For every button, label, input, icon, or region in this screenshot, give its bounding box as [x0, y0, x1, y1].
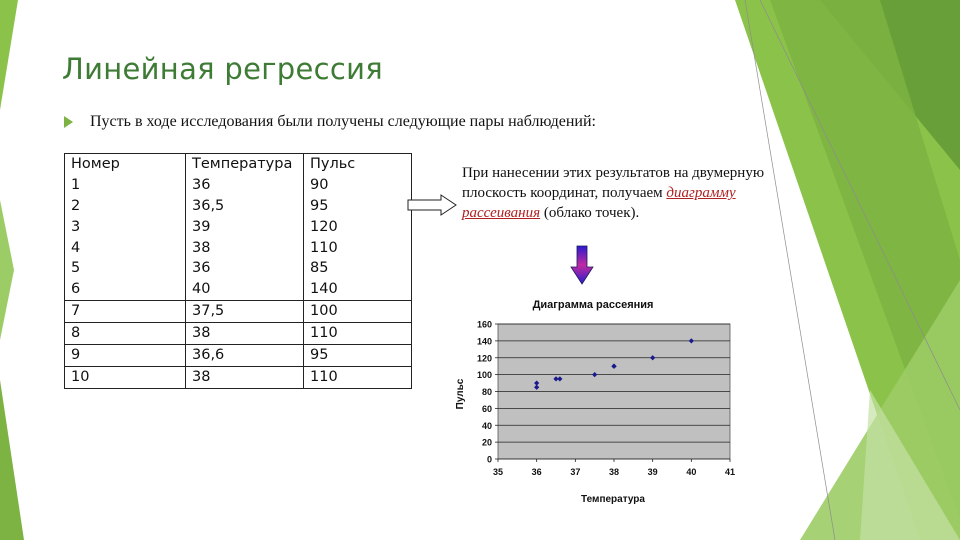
table-header-cell: Пульс	[304, 154, 412, 175]
table-header-cell: Температура	[186, 154, 304, 175]
table-cell: 6	[65, 279, 186, 300]
table-row	[65, 238, 412, 259]
table-cell: 36,6	[186, 345, 304, 367]
chart-y-tick-label: 80	[481, 387, 492, 397]
chart-y-axis-label: Пульс	[455, 378, 466, 410]
chart-x-tick-label: 37	[570, 467, 581, 477]
description-text-start: При нанесении этих результатов на двумерную плоскость координат, получаем	[462, 165, 765, 201]
chart-x-tick-label: 39	[647, 467, 658, 477]
table-cell: 1	[65, 175, 186, 196]
table-row	[65, 279, 412, 300]
table-row	[65, 323, 412, 345]
chart-y-tick-label: 120	[476, 353, 492, 364]
table-cell: 140	[304, 279, 412, 300]
table-cell: 95	[304, 345, 412, 367]
scatter-diagram-term: диаграмму рассеивания	[462, 185, 736, 221]
table-header-row	[65, 154, 412, 175]
table-row	[65, 196, 412, 217]
bullet-arrow-icon	[64, 116, 73, 128]
table-cell: 120	[304, 217, 412, 238]
chart-x-tick-label: 35	[492, 467, 504, 477]
chart-y-tick-label: 20	[481, 437, 492, 448]
chart-x-axis-label: Температура	[581, 494, 645, 505]
table-cell: 3	[65, 217, 186, 238]
table-cell: 2	[65, 196, 186, 217]
table-cell: 8	[65, 323, 186, 345]
table-cell: 38	[186, 366, 304, 388]
chart-x-tick-label: 41	[724, 467, 736, 477]
table-row	[65, 345, 412, 367]
table-cell: 36	[186, 258, 304, 279]
chart-x-tick-label: 40	[686, 467, 697, 477]
scatter-chart	[440, 290, 740, 510]
table-cell: 90	[304, 175, 412, 196]
table-cell: 36,5	[186, 196, 304, 217]
chart-x-tick-label: 36	[531, 467, 542, 477]
table-cell: 38	[186, 238, 304, 259]
chart-x-tick-label: 38	[608, 467, 620, 477]
description-text-end: (облако точек).	[540, 205, 640, 221]
table-cell: 37,5	[186, 301, 304, 323]
table-row	[65, 366, 412, 388]
slide-title: Линейная регрессия	[62, 52, 384, 86]
table-cell: 9	[65, 345, 186, 367]
chart-y-tick-label: 100	[476, 370, 492, 381]
table-cell: 110	[304, 323, 412, 345]
table-row	[65, 175, 412, 196]
description-text	[462, 163, 782, 223]
table-cell: 36	[186, 175, 304, 196]
right-arrow-icon	[407, 194, 457, 216]
table-cell: 10	[65, 366, 186, 388]
table-row	[65, 258, 412, 279]
table-row	[65, 217, 412, 238]
bullet-text: Пусть в ходе исследования были получены следующие пары наблюдений:	[90, 113, 596, 130]
table-cell: 110	[304, 366, 412, 388]
table-row	[65, 301, 412, 323]
table-cell: 100	[304, 301, 412, 323]
table-cell: 5	[65, 258, 186, 279]
chart-y-tick-label: 60	[481, 403, 492, 414]
table-cell: 39	[186, 217, 304, 238]
table-cell: 7	[65, 301, 186, 323]
table-header-cell: Номер	[65, 154, 186, 175]
table-cell: 40	[186, 279, 304, 300]
chart-y-tick-label: 140	[476, 336, 492, 347]
down-arrow-icon	[570, 245, 594, 285]
chart-y-tick-label: 0	[486, 454, 492, 465]
table-cell: 95	[304, 196, 412, 217]
chart-y-tick-label: 40	[481, 420, 492, 431]
chart-title: Диаграмма рассеяния	[532, 299, 654, 311]
table-cell: 110	[304, 238, 412, 259]
table-cell: 38	[186, 323, 304, 345]
chart-y-tick-label: 160	[476, 319, 492, 330]
table-cell: 4	[65, 238, 186, 259]
observations-table	[64, 153, 412, 389]
table-cell: 85	[304, 258, 412, 279]
